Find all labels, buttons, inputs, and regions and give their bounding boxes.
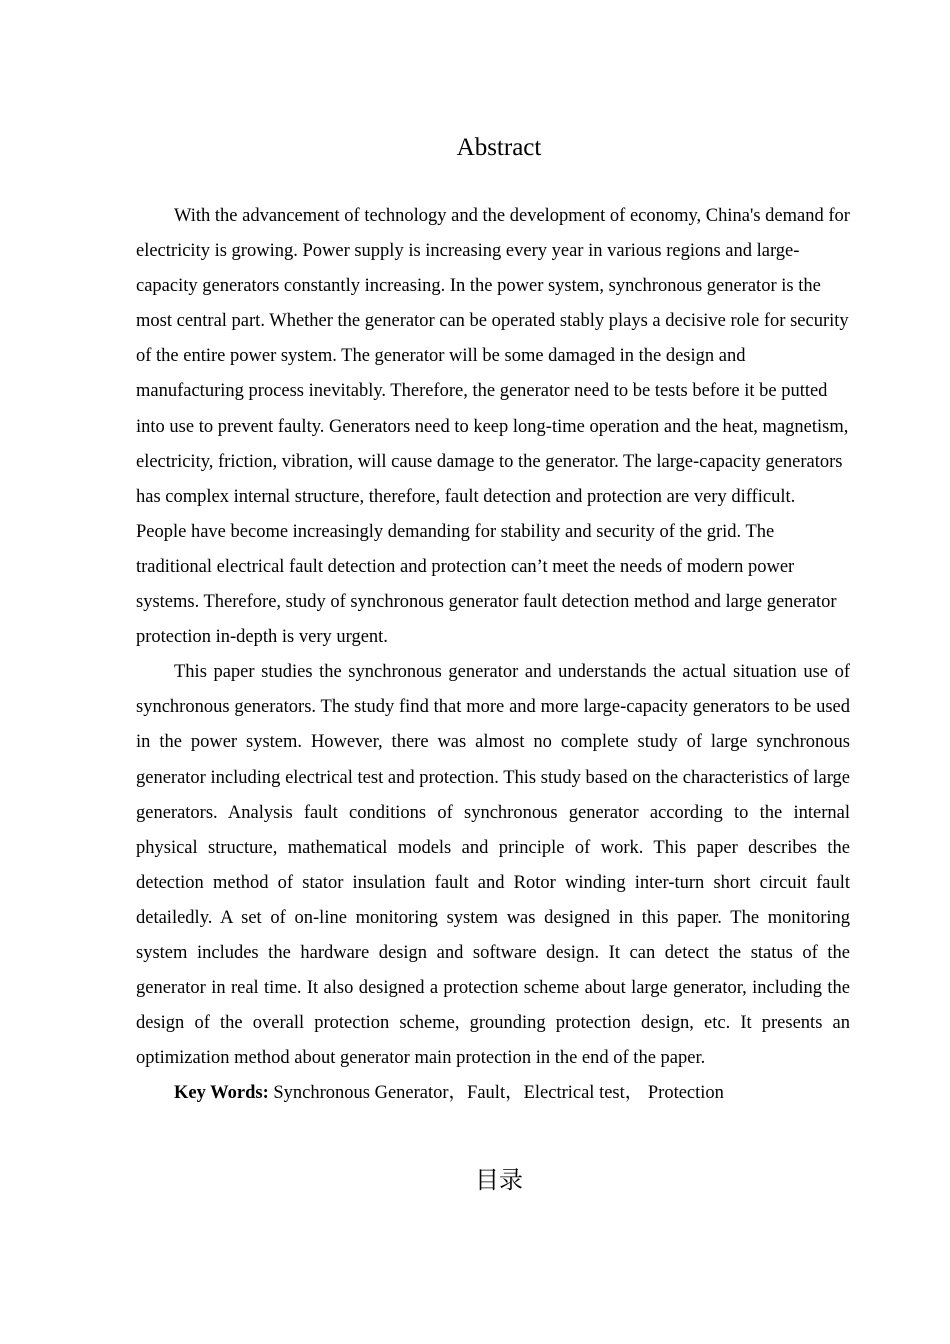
abstract-body [136, 199, 850, 1111]
toc-title: 目录 [475, 1166, 523, 1194]
abstract-paragraph-1: With the advancement of technology and the development of economy, China's demand for electricity is growing. Power supply is increasing every year in various regions and large-capacity generators constantly increasing. In the power system, synchronous generator is the most central part. Whether the generator can be operated stably plays a decisive role for security of the entire power system. The generator will be some damaged in the design and manufacturing process inevitably. Therefore, the generator need to be tests before it be putted into use to prevent faulty. Generators need to keep long-time operation and the heat, magnetism, electricity, friction, vibration, will cause damage to the generator. The large-capacity generators has complex internal structure, therefore, fault detection and protection are very difficult. People have become increasingly demanding for stability and security of the grid. The traditional electrical fault detection and protection can’t meet the needs of modern power systems. Therefore, study of synchronous generator fault detection method and large generator protection in-depth is very urgent. [136, 206, 850, 648]
keywords-text: Synchronous Generator，Fault，Electrical test， Protection [268, 1083, 724, 1104]
abstract-paragraph-2: This paper studies the synchronous generator and understands the actual situation use of synchronous generators. The study find that more and more large-capacity generators to be used in the power system. However, there was almost no complete study of large synchronous generator including electrical test and protection. This study based on the characteristics of large generators. Analysis fault conditions of synchronous generator according to the internal physical structure, mathematical models and principle of work. This paper describes the detection method of stator insulation fault and Rotor winding inter-turn short circuit fault detailedly. A set of on-line monitoring system was designed in this paper. The monitoring system includes the hardware design and software design. It can detect the status of the generator in real time. It also designed a protection scheme about large generator, including the design of the overall protection scheme, grounding protection design, etc. It presents an optimization method about generator main protection in the end of the paper. [136, 662, 850, 1069]
keywords-line [136, 1076, 850, 1111]
keywords-label: Key Words: [174, 1083, 269, 1104]
abstract-title: Abstract [456, 134, 542, 161]
